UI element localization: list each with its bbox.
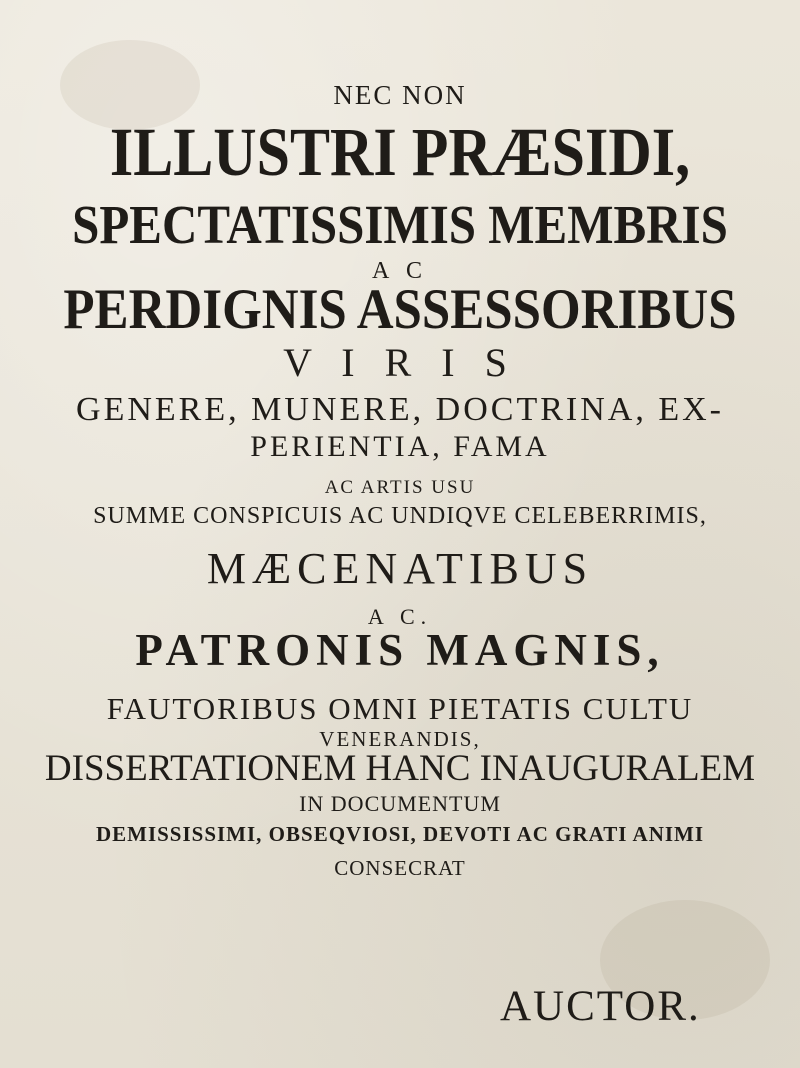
dedication-line: IN DOCUMENTUM xyxy=(299,791,501,816)
dedication-line: A C. xyxy=(367,604,433,629)
dedication-heading: MÆCENATIBUS xyxy=(206,544,594,593)
dedication-line: GENERE, MUNERE, DOCTRINA, EX- xyxy=(76,391,724,428)
dedication-heading: PERDIGNIS ASSESSORIBUS xyxy=(63,278,737,342)
dedication-line: VENERANDIS, xyxy=(319,727,481,751)
dedication-line: NEC NON xyxy=(333,80,467,110)
dedication-heading: SPECTATISSIMIS MEMBRIS xyxy=(72,193,728,256)
dedication-line: PERIENTIA, FAMA xyxy=(250,430,550,463)
dedication-line: DISSERTATIONEM HANC INAUGURALEM xyxy=(44,748,756,789)
author-signature: AUCTOR. xyxy=(500,983,701,1030)
dedication-line: A C xyxy=(371,258,428,284)
dedication-line: DEMISSISSIMI, OBSEQVIOSI, DEVOTI AC GRATI ANIMI xyxy=(95,822,705,846)
dedication-heading: PATRONIS MAGNIS, xyxy=(135,625,665,675)
dedication-heading: ILLUSTRI PRÆSIDI, xyxy=(109,114,691,190)
dedication-line: AC ARTIS USU xyxy=(324,477,476,498)
dedication-line: FAUTORIBUS OMNI PIETATIS CULTU xyxy=(106,691,694,726)
dedication-line: CONSECRAT xyxy=(334,856,466,880)
dedication-line: SUMME CONSPICUIS AC UNDIQVE CELEBERRIMIS, xyxy=(93,503,707,529)
dedication-line: V I R I S xyxy=(283,340,517,385)
